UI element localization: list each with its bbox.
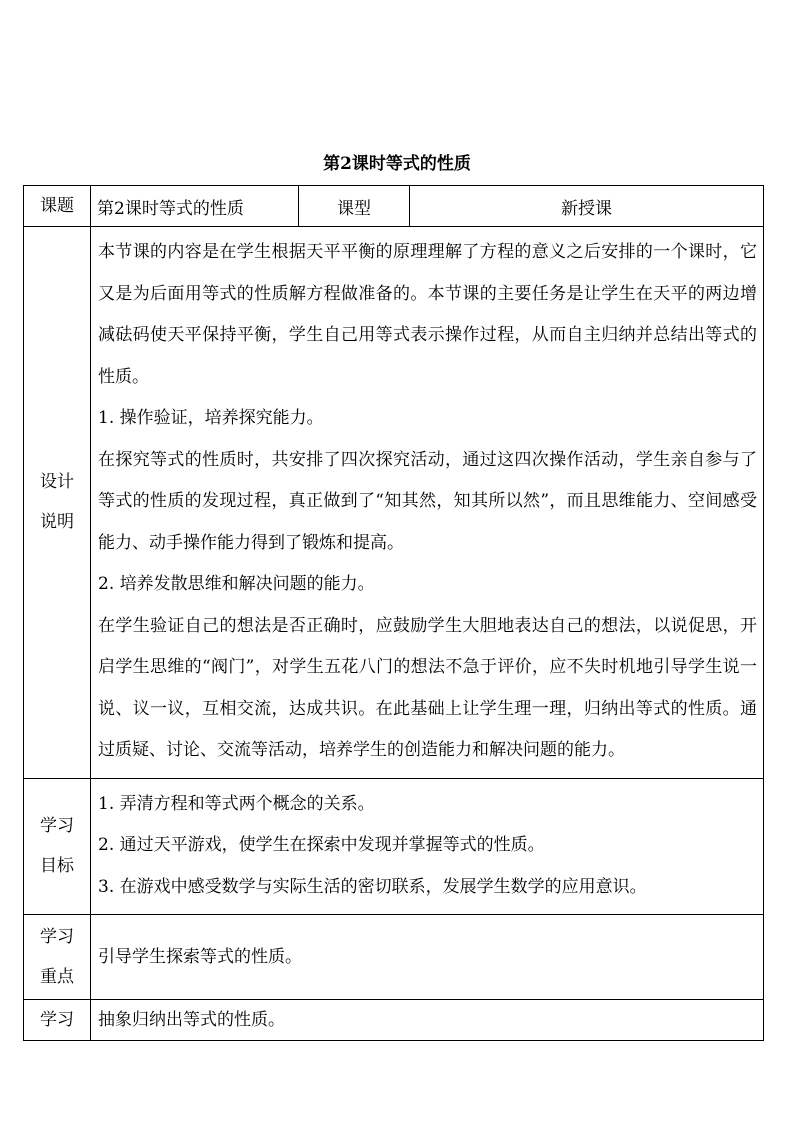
lesson-plan-table: [23, 185, 764, 1041]
objectives-label-line2: 目标: [40, 856, 74, 877]
objective-item: 1. 弄清方程和等式两个概念的关系。: [98, 793, 375, 814]
type-value: 新授课: [410, 186, 764, 227]
key-points-content: 引导学生探索等式的性质。: [91, 915, 764, 1000]
key-points-label-line2: 重点: [40, 967, 74, 987]
design-paragraph: 1. 操作验证，培养探究能力。: [98, 408, 324, 428]
objectives-label-line1: 学习: [40, 816, 74, 837]
design-paragraph: 在学生验证自己的想法是否正确时，应鼓励学生大胆地表达自己的想法，以说促思，开启学生思维的“阀门”，对学生五花八门的想法不急于评价，应不失时机地引导学生说一说、议一议，互相交流，达成共识。在此基础上让学生理一理，归纳出等式的性质。通过质疑、讨论、交流等活动，培养学生的创造能力和解决问题的能力。: [98, 615, 757, 760]
design-label-line2: 说明: [40, 512, 74, 533]
objectives-label: [24, 778, 91, 915]
difficulties-label: 学习: [24, 1000, 91, 1041]
page-title: 第2课时等式的性质: [323, 154, 471, 174]
objective-item: 2. 通过天平游戏，使学生在探索中发现并掌握等式的性质。: [98, 835, 545, 855]
design-content: [91, 227, 764, 779]
design-paragraph: 2. 培养发散思维和解决问题的能力。: [98, 574, 375, 594]
design-paragraph: 本节课的内容是在学生根据天平平衡的原理理解了方程的意义之后安排的一个课时，它又是为后面用等式的性质解方程做准备的。本节课的主要任务是让学生在天平的两边增减砝码使天平保持平衡，学生自己用等式表示操作过程，从而自主归纳并总结出等式的性质。: [98, 242, 757, 387]
difficulties-row: [24, 1000, 764, 1041]
key-points-label: [24, 915, 91, 1000]
design-row: [24, 227, 764, 779]
key-points-row: [24, 915, 764, 1000]
design-label: [24, 227, 91, 779]
objectives-row: [24, 778, 764, 915]
topic-value: 第2课时等式的性质: [91, 186, 299, 227]
objective-item: 3. 在游戏中感受数学与实际生活的密切联系，发展学生数学的应用意识。: [98, 876, 647, 897]
design-paragraph: 在探究等式的性质时，共安排了四次探究活动，通过这四次操作活动，学生亲自参与了等式的性质的发现过程，真正做到了“知其然，知其所以然”，而且思维能力、空间感受能力、动手操作能力得到了锻炼和提高。: [98, 449, 757, 553]
type-label: 课型: [299, 186, 410, 227]
design-label-line1: 设计: [40, 472, 74, 493]
header-row: [24, 186, 764, 227]
key-points-label-line1: 学习: [40, 927, 74, 947]
objectives-content: [91, 778, 764, 915]
topic-label: 课题: [24, 186, 91, 227]
difficulties-content: 抽象归纳出等式的性质。: [91, 1000, 764, 1041]
